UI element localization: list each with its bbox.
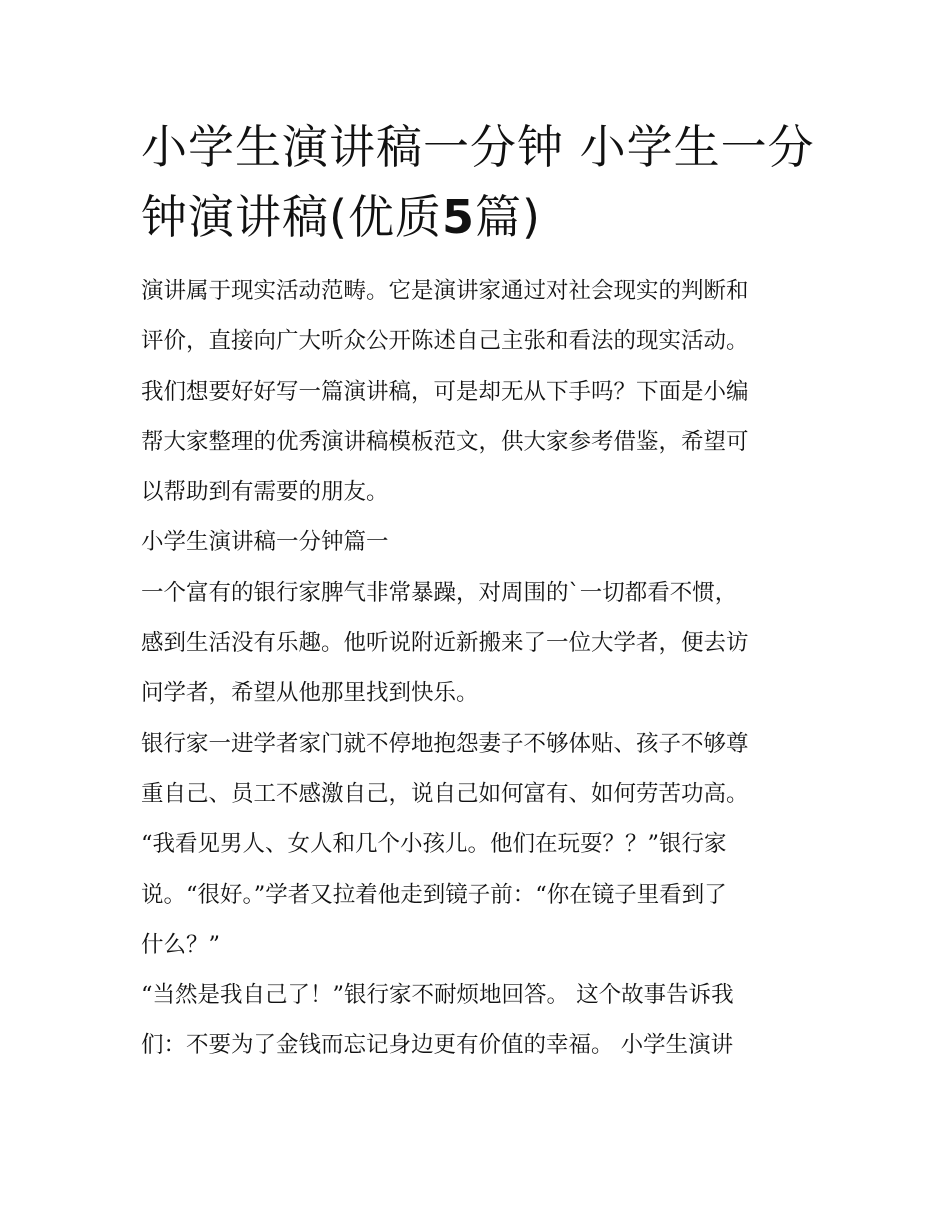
text-line: 我们想要好好写一篇演讲稿，可是却无从下手吗？下面是小编	[141, 378, 749, 405]
paragraph-intro	[141, 266, 821, 517]
text-line: “我看见男人、女人和几个小孩儿。他们在玩耍？？”银行家	[141, 831, 727, 858]
document-page	[141, 112, 821, 1071]
text-line: 问学者，希望从他那里找到快乐。	[141, 680, 479, 707]
text-line: 什么？”	[141, 931, 221, 958]
document-title	[141, 112, 821, 252]
document-body	[141, 266, 821, 1071]
text-line: 帮大家整理的优秀演讲稿模板范文，供大家参考借鉴，希望可	[141, 428, 749, 455]
paragraph-story-3	[141, 970, 821, 1071]
text-line: 演讲属于现实活动范畴。它是演讲家通过对社会现实的判断和	[141, 278, 749, 304]
title-number: 5	[441, 190, 475, 244]
paragraph-story-2	[141, 719, 821, 970]
section-heading	[141, 517, 821, 567]
text-line: 小学生演讲稿一分钟篇一	[141, 529, 389, 556]
title-text-part1: 小学生演讲稿一分钟 小学生一分钟演讲稿(优质	[141, 120, 815, 244]
text-line: “当然是我自己了！”银行家不耐烦地回答。 这个故事告诉我	[141, 982, 734, 1009]
text-line: 重自己、员工不感激自己，说自己如何富有、如何劳苦功高。	[141, 780, 749, 807]
text-line: 以帮助到有需要的朋友。	[141, 479, 389, 506]
text-line: 说。“很好。”学者又拉着他走到镜子前：“你在镜子里看到了	[141, 881, 727, 908]
title-text-part2: 篇)	[474, 190, 541, 244]
paragraph-story-1	[141, 568, 821, 719]
text-line: 评价，直接向广大听众公开陈述自己主张和看法的现实活动。	[141, 328, 749, 355]
text-line: 们：不要为了金钱而忘记身边更有价值的幸福。 小学生演讲	[141, 1032, 734, 1059]
text-line: 感到生活没有乐趣。他听说附近新搬来了一位大学者，便去访	[141, 630, 749, 657]
text-line: 一个富有的银行家脾气非常暴躁，对周围的`一切都看不惯，	[141, 579, 738, 606]
text-line: 银行家一进学者家门就不停地抱怨妻子不够体贴、孩子不够尊	[141, 730, 749, 757]
